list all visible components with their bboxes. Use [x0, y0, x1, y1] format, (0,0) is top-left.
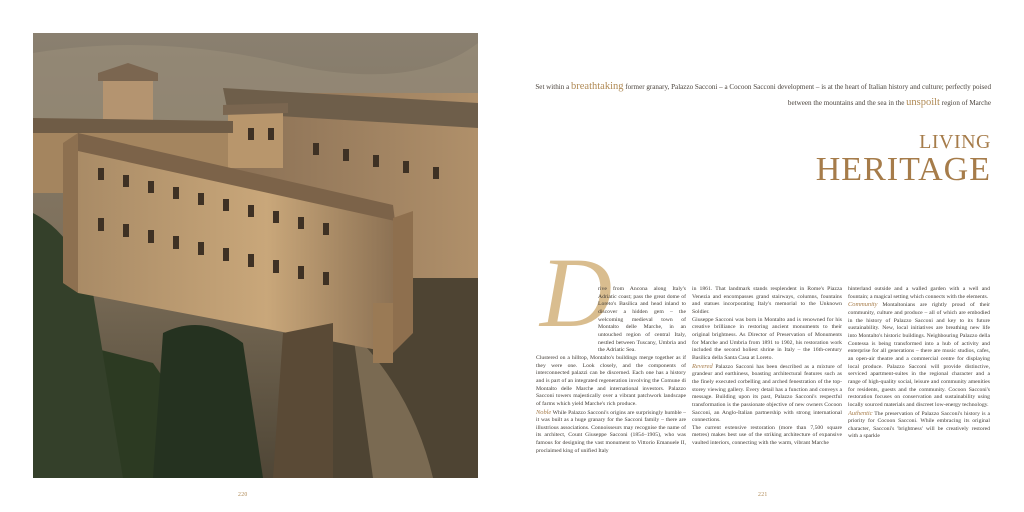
col2-paragraph-3: Revered Palazzo Sacconi has been described as a mixture of grandeur and earthiness, boasting architectural features such as the finely executed corbelling and arched fenestration of the top-storey viewing gallery. Every detail has a function and conveys a message. Building upon its past, Palazzo Sacconi's respectful transformation is the passionate objective of new owners Cocoon Sacconi, an Anglo-Italian partnership with strong international connections. — [692, 362, 842, 424]
intro-accent-unspoilt: unspoilt — [906, 97, 940, 108]
title-living: LIVING — [919, 131, 991, 153]
col2-subhead-revered: Revered — [692, 362, 713, 370]
article-column-3 — [848, 286, 990, 478]
title-heritage: HERITAGE — [815, 151, 991, 188]
col2-paragraph-4: The current extensive restoration (more than 7,500 square metres) makes best use of the striking architecture of expansive vaulted interiors, connecting with the warm, vibrant Marche — [692, 424, 842, 447]
article-column-2 — [692, 286, 842, 478]
intro-accent-breathtaking: breathtaking — [571, 81, 624, 92]
col1-paragraph-1: rive from Ancona along Italy's Adriatic coast; pass the great dome of Loreto's Basilica and head inland to discover a hidden gem – the welcoming medieval town of Montalto delle Marche, in an untouched region of central Italy, nestled between Tuscany, Umbria and the Adriatic Sea. — [598, 286, 686, 354]
col3-paragraph-3: Authentic The preservation of Palazzo Sacconi's history is a priority for Cocoon Sacconi. While embracing its original character, Sacconi's 'brightness' will be creatively restored with a sparkle — [848, 409, 990, 440]
palazzo-photo — [33, 33, 478, 478]
col1-paragraph-3: Noble While Palazzo Sacconi's origins are surprisingly humble – it was built as a huge granary for the Sacconi family – there are illustrious associations. Connoisseurs may recognise the name of its architect, Count Giuseppe Sacconi (1854–1905), who was famous for designing the vast monument to Vittorio Emanuele II, proclaimed king of unified Italy — [536, 408, 686, 454]
col1-paragraph-2: Clustered on a hilltop, Montalto's buildings merge together as if they were one. Look closely, and the components of interconnected palazzi can be discerned. Each one has a history and is part of an integrated regeneration involving the Comune di Montalto delle Marche and international investors. Palazzo Sacconi towers majestically over a vibrant patchwork landscape of farms which yield Marche's rich produce. — [536, 354, 686, 407]
col3-subhead-community: Community — [848, 301, 878, 309]
col2-paragraph-2: Giuseppe Sacconi was born in Montalto and is renowned for his creative brilliance in restoring ancient monuments to their original brightness. As Director of Preservation of Monuments for Marche and Umbria from 1891 to 1902, his restoration work included the second holiest shrine in Italy – the 16th-century Basilica della Santa Casa at Loreto. — [692, 316, 842, 361]
col3-paragraph-1: hinterland outside and a walled garden with a well and fountain; a magical setting which connects with the elements. — [848, 286, 990, 300]
dropcap-letter: D — [539, 237, 613, 348]
page-number-right: 221 — [758, 492, 768, 498]
intro-paragraph: Set within a breathtaking former granary, Palazzo Sacconi – a Cocoon Sacconi development – is at the heart of Italian history and culture; perfectly poised between the mountains and the sea in the unspoilt region of Marche — [535, 81, 991, 108]
article-column-1 — [536, 286, 686, 478]
col1-subhead-noble: Noble — [536, 408, 552, 416]
col3-subhead-authentic: Authentic — [848, 409, 873, 417]
col3-paragraph-2: Community Montaltonians are rightly proud of their community, culture and produce – all of which are embodied in the history of Palazzo Sacconi and key to its future sustainability. New, local initiatives are breathing new life into Montalto's historic buildings. Neighbouring Palazzo della Contessa is being transformed into a hub of activity and enterprise for all generations – there are music studios, cafes, an open-air theatre and a commercial centre for displaying local produce. Palazzo Sacconi will provide distinctive, serviced apartment-suites in the regional character and a range of high-quality social, leisure and community amenities for residents, guests and the community. Cocoon Sacconi's restoration focuses on conservation and sustainability using locally sourced materials and discreet low-energy technology. — [848, 301, 990, 408]
col2-paragraph-1: in 1861. That landmark stands resplendent in Rome's Piazza Venezia and encompasses grand stairways, columns, fountains and statues incorporating Italy's memorial to the Unknown Soldier. — [692, 286, 842, 315]
page-number-left: 220 — [238, 492, 248, 498]
